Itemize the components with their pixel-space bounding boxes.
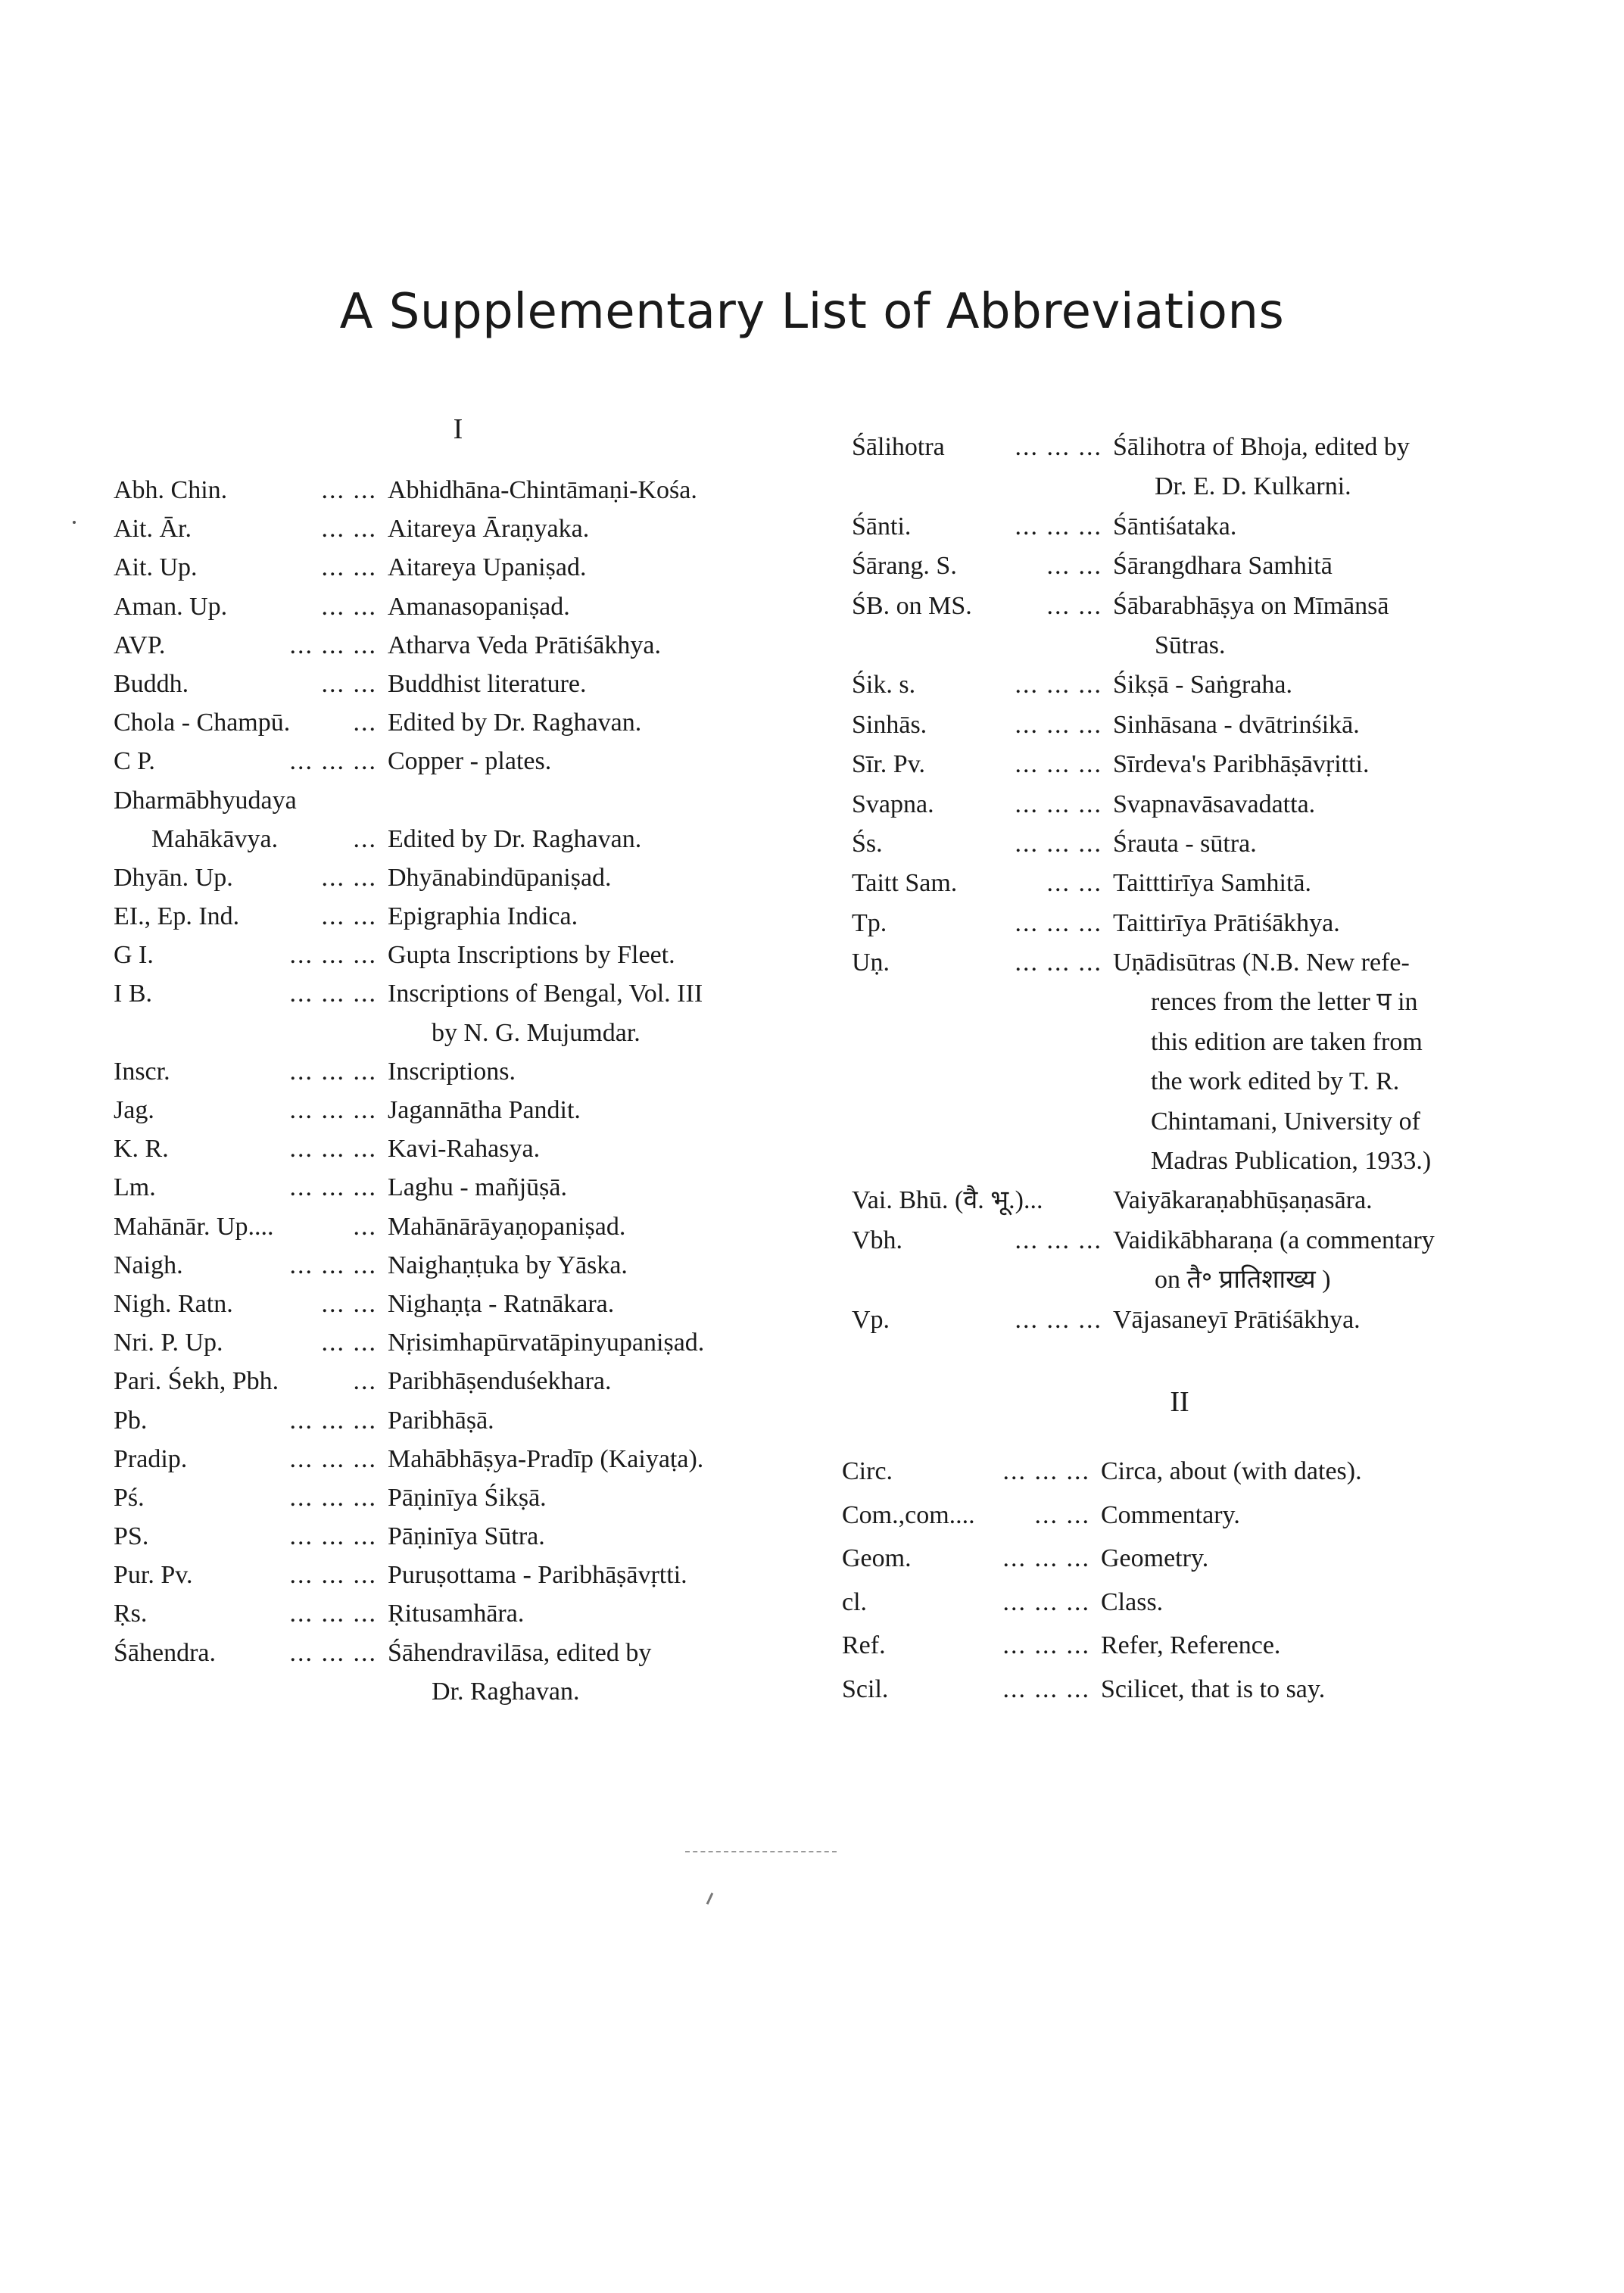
abbreviation-term: Mahānār. Up....: [114, 1212, 274, 1241]
abbreviation-definition: [388, 1129, 795, 1168]
abbreviation-definition: [388, 1323, 795, 1362]
abbreviation-entry: [852, 785, 1533, 824]
definition-line: Laghu - mañjūṣā.: [388, 1173, 567, 1202]
abbreviation-term: Com.,com....: [842, 1500, 975, 1529]
abbreviation-term: Dhyān. Up.: [114, 863, 233, 892]
definition-line: Inscriptions.: [388, 1057, 516, 1086]
abbreviation-entry: [114, 1556, 795, 1594]
abbreviation-definition: [388, 703, 795, 742]
abbreviation-entry: [852, 943, 1533, 1181]
abbreviation-entry: [852, 706, 1533, 745]
leader-dots: ... ... ...: [289, 1173, 377, 1202]
definition-line: Scilicet, that is to say.: [1101, 1675, 1326, 1703]
closing-rule: [685, 1851, 837, 1852]
abbreviation-entry: [114, 587, 795, 626]
abbreviation-term: Ait. Up.: [114, 553, 198, 582]
ink-mark: [706, 1893, 713, 1905]
abbreviation-term: Pradip.: [114, 1444, 188, 1473]
abbreviation-entry: [114, 665, 795, 703]
abbreviation-definition: [388, 548, 795, 587]
leader-dots: ... ... ...: [289, 1638, 377, 1667]
abbreviation-entry: [114, 1478, 795, 1517]
abbreviation-definition: [1113, 706, 1533, 745]
abbreviation-term: Śāhendra.: [114, 1638, 217, 1667]
definition-line: Vaidikābharaṇa (a commentary: [1113, 1226, 1435, 1254]
abbreviation-definition: [388, 1052, 795, 1091]
definition-line: Mahābhāṣya-Pradīp (Kaiyaṭa).: [388, 1444, 704, 1473]
leader-dots: ... ... ...: [1015, 829, 1102, 858]
abbreviation-entry: [114, 1323, 795, 1362]
definition-line: Śāhendravilāsa, edited by: [388, 1638, 652, 1667]
definition-line: Kavi-Rahasya.: [388, 1135, 541, 1164]
abbreviation-definition: [388, 1285, 795, 1323]
leader-dots: ... ...: [1046, 869, 1102, 898]
abbreviation-term: cl.: [842, 1587, 868, 1616]
abbreviation-term: Śānti.: [852, 512, 912, 541]
abbreviation-term: Śārang. S.: [852, 552, 957, 581]
abbreviation-entry: [852, 547, 1533, 586]
abbreviation-entry: [114, 509, 795, 548]
leader-dots: ... ...: [321, 1329, 377, 1357]
leader-dots: ... ... ...: [1002, 1631, 1090, 1660]
abbreviation-term: Uṇ.: [852, 949, 890, 977]
abbreviation-entry: [852, 745, 1533, 784]
abbreviation-definition: [1113, 428, 1533, 507]
leader-dots: ... ... ...: [1015, 512, 1102, 541]
abbreviation-entry: [842, 1624, 1523, 1668]
definition-line: Śābarabhāṣya on Mīmānsā: [1113, 591, 1389, 620]
definition-line: Dr. Raghavan.: [432, 1677, 580, 1706]
abbreviation-definition: [388, 1401, 795, 1440]
abbreviation-term: Jag.: [114, 1096, 154, 1124]
abbreviation-entry: [114, 1634, 795, 1711]
definition-line: Circa, about (with dates).: [1101, 1457, 1362, 1485]
definition-line: Pāṇinīya Sūtra.: [388, 1522, 545, 1551]
abbreviation-entry: [114, 626, 795, 665]
abbreviation-definition: [388, 820, 795, 858]
leader-dots: ... ... ...: [289, 1561, 377, 1590]
abbreviation-definition: [1113, 1221, 1533, 1301]
abbreviation-entry: [114, 471, 795, 509]
definition-line: Dhyānabindūpaniṣad.: [388, 863, 612, 892]
ink-speck: [73, 521, 76, 524]
definition-line: Vājasaneyī Prātiśākhya.: [1113, 1305, 1361, 1334]
abbreviation-definition: [1113, 943, 1533, 1181]
definition-line: Śāntiśataka.: [1113, 512, 1237, 541]
abbreviation-definition: [388, 1207, 795, 1246]
abbreviation-term: Nri. P. Up.: [114, 1329, 223, 1357]
abbreviation-term: Pari. Śekh, Pbh.: [114, 1367, 279, 1396]
leader-dots: ... ...: [321, 863, 377, 892]
leader-dots: ... ... ...: [1015, 1226, 1102, 1254]
abbreviation-entry: [114, 781, 795, 820]
definition-line: Madras Publication, 1933.): [1151, 1147, 1432, 1176]
abbreviation-entry: [114, 897, 795, 936]
abbreviation-term: Mahākāvya.: [151, 824, 279, 853]
abbreviation-entry: [114, 1401, 795, 1440]
abbreviation-entry: [114, 1129, 795, 1168]
abbreviation-entry: [114, 820, 795, 858]
abbreviation-entry: [114, 1517, 795, 1556]
abbreviation-definition: [388, 1594, 795, 1633]
abbreviation-entry: [114, 1091, 795, 1129]
abbreviation-term: C P.: [114, 747, 155, 776]
leader-dots: ... ...: [321, 592, 377, 621]
abbreviation-entry: [852, 1301, 1533, 1340]
leader-dots: ...: [353, 824, 377, 853]
abbreviation-term: Śālihotra: [852, 433, 945, 461]
abbreviation-term: Pb.: [114, 1406, 148, 1435]
abbreviation-term: Tp.: [852, 908, 887, 937]
abbreviation-definition: [1113, 587, 1533, 666]
leader-dots: ... ... ...: [289, 941, 377, 970]
abbreviation-entry: [852, 864, 1533, 903]
abbreviation-entry: [842, 1581, 1523, 1625]
abbreviation-term: Taitt Sam.: [852, 869, 958, 898]
abbreviation-definition: [1113, 507, 1533, 547]
leader-dots: ... ... ...: [1015, 750, 1102, 779]
definition-line: Ṛitusamhāra.: [388, 1600, 525, 1628]
abbreviation-term: AVP.: [114, 631, 166, 659]
leader-dots: ... ...: [321, 902, 377, 931]
definition-line: Śrauta - sūtra.: [1113, 829, 1257, 858]
definition-line: Abhidhāna-Chintāmaṇi-Kośa.: [388, 476, 697, 504]
page-title: A Supplementary List of Abbreviations: [339, 284, 1285, 340]
abbreviation-entry: [114, 548, 795, 587]
definition-line: Sūtras.: [1155, 631, 1226, 659]
abbreviation-definition: [1113, 1181, 1533, 1220]
leader-dots: ... ... ...: [289, 747, 377, 776]
abbreviation-entry: [852, 904, 1533, 943]
leader-dots: ... ... ...: [289, 1057, 377, 1086]
definition-line: Edited by Dr. Raghavan.: [388, 824, 642, 853]
abbreviation-definition: [388, 509, 795, 548]
abbreviation-term: Pur. Pv.: [114, 1561, 193, 1590]
definition-line: Copper - plates.: [388, 747, 552, 776]
abbreviation-entry: [852, 1221, 1533, 1301]
leader-dots: ... ... ...: [1002, 1457, 1090, 1485]
abbreviation-term: Svapna.: [852, 790, 934, 818]
abbreviation-term: ŚB. on MS.: [852, 591, 972, 620]
leader-dots: ... ... ...: [289, 1406, 377, 1435]
abbreviation-entry: [114, 1207, 795, 1246]
abbreviation-term: Circ.: [842, 1457, 893, 1485]
definition-line: by N. G. Mujumdar.: [432, 1018, 641, 1047]
abbreviation-definition: [1113, 547, 1533, 586]
definition-line: on तै॰ प्रातिशाख्य ): [1155, 1266, 1331, 1294]
abbreviation-term: I B.: [114, 980, 152, 1008]
leader-dots: ... ... ...: [289, 1135, 377, 1164]
definition-line: Puruṣottama - Paribhāṣāvṛtti.: [388, 1561, 687, 1590]
abbreviation-entry: [114, 974, 795, 1051]
definition-line: Dr. E. D. Kulkarni.: [1155, 472, 1351, 501]
leader-dots: ... ... ...: [1002, 1544, 1090, 1573]
abbreviation-entry: [842, 1450, 1523, 1494]
abbreviation-term: Buddh.: [114, 669, 189, 698]
leader-dots: ...: [353, 1212, 377, 1241]
leader-dots: ... ...: [321, 553, 377, 582]
definition-line: Geometry.: [1101, 1544, 1209, 1573]
abbreviation-definition: [1113, 665, 1533, 705]
abbreviation-definition: [1113, 824, 1533, 864]
leader-dots: ... ... ...: [289, 631, 377, 659]
abbreviation-term: Ṛs.: [114, 1600, 148, 1628]
abbreviation-term: Chola - Champū.: [114, 709, 291, 737]
abbreviation-entry: [842, 1668, 1523, 1712]
definition-line: Edited by Dr. Raghavan.: [388, 709, 642, 737]
definition-line: Inscriptions of Bengal, Vol. III: [388, 980, 703, 1008]
definition-line: Commentary.: [1101, 1500, 1240, 1529]
abbreviation-definition: [388, 742, 795, 780]
definition-line: Śikṣā - Saṅgraha.: [1113, 671, 1293, 699]
abbreviation-definition: [388, 1246, 795, 1285]
abbreviation-definition: [388, 1478, 795, 1517]
abbreviation-entry: [852, 665, 1533, 705]
leader-dots: ... ...: [321, 1289, 377, 1318]
definition-line: Uṇādisūtras (N.B. New refe-: [1113, 949, 1410, 977]
leader-dots: ... ... ...: [1002, 1587, 1090, 1616]
abbreviation-definition: [1113, 785, 1533, 824]
definition-line: Śālihotra of Bhoja, edited by: [1113, 433, 1410, 461]
abbreviation-entry: [114, 703, 795, 742]
definition-line: Nṛisimhapūrvatāpinyupaniṣad.: [388, 1329, 705, 1357]
abbreviation-definition: [388, 1362, 795, 1400]
leader-dots: ... ... ...: [289, 1483, 377, 1512]
abbreviation-definition: [1101, 1450, 1523, 1494]
leader-dots: ... ...: [1046, 552, 1102, 581]
abbreviation-definition: [388, 1091, 795, 1129]
leader-dots: ... ...: [1034, 1500, 1090, 1529]
abbreviation-entry: [114, 1362, 795, 1400]
abbreviation-term: Inscr.: [114, 1057, 170, 1086]
abbreviation-term: Śik. s.: [852, 671, 916, 699]
abbreviation-term: Vai. Bhū. (वै. भू.)...: [852, 1186, 1043, 1215]
abbreviation-term: K. R.: [114, 1135, 169, 1164]
abbreviation-definition: [388, 471, 795, 509]
abbreviation-term: Aman. Up.: [114, 592, 228, 621]
abbreviation-definition: [1113, 745, 1533, 784]
definition-line: Paribhāṣā.: [388, 1406, 494, 1435]
abbreviation-entry: [114, 1246, 795, 1285]
definition-line: Buddhist literature.: [388, 669, 587, 698]
section-heading-two: II: [1170, 1386, 1189, 1418]
abbreviation-definition: [388, 897, 795, 936]
leader-dots: ... ...: [1046, 591, 1102, 620]
abbreviation-term: Lm.: [114, 1173, 156, 1202]
leader-dots: ... ... ...: [289, 980, 377, 1008]
abbreviation-definition: [388, 974, 795, 1051]
abbreviation-definition: [388, 936, 795, 974]
definition-line: Class.: [1101, 1587, 1164, 1616]
abbreviation-term: Naigh.: [114, 1251, 183, 1279]
abbreviation-entry: [852, 587, 1533, 666]
definition-line: Atharva Veda Prātiśākhya.: [388, 631, 661, 659]
definition-line: Amanasopaniṣad.: [388, 592, 570, 621]
abbreviation-entry: [114, 1285, 795, 1323]
section-heading-one: I: [453, 413, 463, 445]
definition-line: Śārangdhara Samhitā: [1113, 552, 1333, 581]
abbreviation-definition: [388, 626, 795, 665]
abbreviation-entry: [114, 1594, 795, 1633]
leader-dots: ... ... ...: [1015, 790, 1102, 818]
definition-line: Taittirīya Prātiśākhya.: [1113, 908, 1340, 937]
abbreviation-term: Ref.: [842, 1631, 886, 1660]
abbreviation-definition: [388, 587, 795, 626]
leader-dots: ... ... ...: [289, 1096, 377, 1124]
definition-line: Taitttirīya Samhitā.: [1113, 869, 1312, 898]
definition-line: Epigraphia Indica.: [388, 902, 578, 931]
abbreviation-definition: [388, 1634, 795, 1711]
abbreviation-term: Vp.: [852, 1305, 890, 1334]
leader-dots: ... ... ...: [1002, 1675, 1090, 1703]
abbreviation-term: Śs.: [852, 829, 883, 858]
abbreviation-term: PS.: [114, 1522, 149, 1551]
leader-dots: ... ... ...: [1015, 949, 1102, 977]
abbreviation-definition: [1101, 1581, 1523, 1625]
definition-line: Svapnavāsavadatta.: [1113, 790, 1316, 818]
leader-dots: ...: [353, 1367, 377, 1396]
left-abbreviation-list: [114, 471, 795, 1711]
abbreviation-entry: [842, 1494, 1523, 1537]
abbreviation-entry: [114, 1168, 795, 1207]
abbreviation-term: Ait. Ār.: [114, 515, 192, 544]
abbreviation-entry: [114, 936, 795, 974]
definition-line: Vaiyākaraṇabhūṣaṇasāra.: [1113, 1186, 1373, 1215]
general-abbreviation-list: [842, 1450, 1523, 1712]
abbreviation-term: Pś.: [114, 1483, 145, 1512]
right-abbreviation-list: [852, 428, 1533, 1340]
definition-line: the work edited by T. R.: [1151, 1067, 1400, 1096]
abbreviation-entry: [114, 1052, 795, 1091]
leader-dots: ...: [353, 709, 377, 737]
abbreviation-entry: [852, 824, 1533, 864]
abbreviation-definition: [1101, 1537, 1523, 1581]
abbreviation-definition: [388, 1517, 795, 1556]
definition-line: Aitareya Upaniṣad.: [388, 553, 587, 582]
abbreviation-term: Geom.: [842, 1544, 912, 1573]
abbreviation-definition: [1101, 1668, 1523, 1712]
leader-dots: ... ...: [321, 476, 377, 504]
abbreviation-definition: [1113, 904, 1533, 943]
abbreviation-definition: [1113, 864, 1533, 903]
abbreviation-definition: [388, 858, 795, 897]
abbreviation-entry: [852, 428, 1533, 507]
abbreviation-term: Abh. Chin.: [114, 476, 228, 504]
abbreviation-term: Sinhās.: [852, 710, 927, 739]
leader-dots: ... ... ...: [289, 1522, 377, 1551]
abbreviation-entry: [114, 742, 795, 780]
definition-line: Naighaṇṭuka by Yāska.: [388, 1251, 628, 1279]
definition-line: Jagannātha Pandit.: [388, 1096, 581, 1124]
abbreviation-definition: [388, 781, 795, 820]
leader-dots: ... ... ...: [289, 1251, 377, 1279]
leader-dots: ... ... ...: [1015, 671, 1102, 699]
definition-line: Sīrdeva's Paribhāṣāvṛitti.: [1113, 750, 1370, 779]
leader-dots: ... ... ...: [1015, 1305, 1102, 1334]
definition-line: rences from the letter प in: [1151, 988, 1418, 1017]
abbreviation-definition: [1101, 1624, 1523, 1668]
abbreviation-definition: [1113, 1301, 1533, 1340]
abbreviation-term: G I.: [114, 941, 154, 970]
definition-line: Sinhāsana - dvātrinśikā.: [1113, 710, 1360, 739]
abbreviation-entry: [114, 1440, 795, 1478]
leader-dots: ... ... ...: [289, 1600, 377, 1628]
abbreviation-definition: [388, 665, 795, 703]
definition-line: Refer, Reference.: [1101, 1631, 1281, 1660]
definition-line: Mahānārāyaṇopaniṣad.: [388, 1212, 626, 1241]
abbreviation-term: Nigh. Ratn.: [114, 1289, 233, 1318]
abbreviation-entry: [114, 858, 795, 897]
abbreviation-term: Sīr. Pv.: [852, 750, 926, 779]
abbreviation-entry: [852, 507, 1533, 547]
definition-line: Pāṇinīya Śikṣā.: [388, 1483, 547, 1512]
abbreviation-definition: [1101, 1494, 1523, 1537]
abbreviation-term: Vbh.: [852, 1226, 903, 1254]
abbreviation-term: EI., Ep. Ind.: [114, 902, 240, 931]
definition-line: this edition are taken from: [1151, 1027, 1423, 1056]
definition-line: Chintamani, University of: [1151, 1107, 1421, 1136]
abbreviation-definition: [388, 1556, 795, 1594]
leader-dots: ... ...: [321, 669, 377, 698]
leader-dots: ... ...: [321, 515, 377, 544]
abbreviation-term: Dharmābhyudaya: [114, 786, 297, 815]
definition-line: Aitareya Āraṇyaka.: [388, 515, 590, 544]
abbreviation-entry: [842, 1537, 1523, 1581]
leader-dots: ... ... ...: [1015, 433, 1102, 461]
leader-dots: ... ... ...: [1015, 908, 1102, 937]
abbreviation-definition: [388, 1440, 795, 1478]
leader-dots: ... ... ...: [1015, 710, 1102, 739]
definition-line: Gupta Inscriptions by Fleet.: [388, 941, 675, 970]
abbreviation-term: Scil.: [842, 1675, 889, 1703]
definition-line: Paribhāṣenduśekhara.: [388, 1367, 612, 1396]
abbreviation-definition: [388, 1168, 795, 1207]
leader-dots: ... ... ...: [289, 1444, 377, 1473]
definition-line: Nighaṇṭa - Ratnākara.: [388, 1289, 615, 1318]
abbreviation-entry: [852, 1181, 1533, 1220]
